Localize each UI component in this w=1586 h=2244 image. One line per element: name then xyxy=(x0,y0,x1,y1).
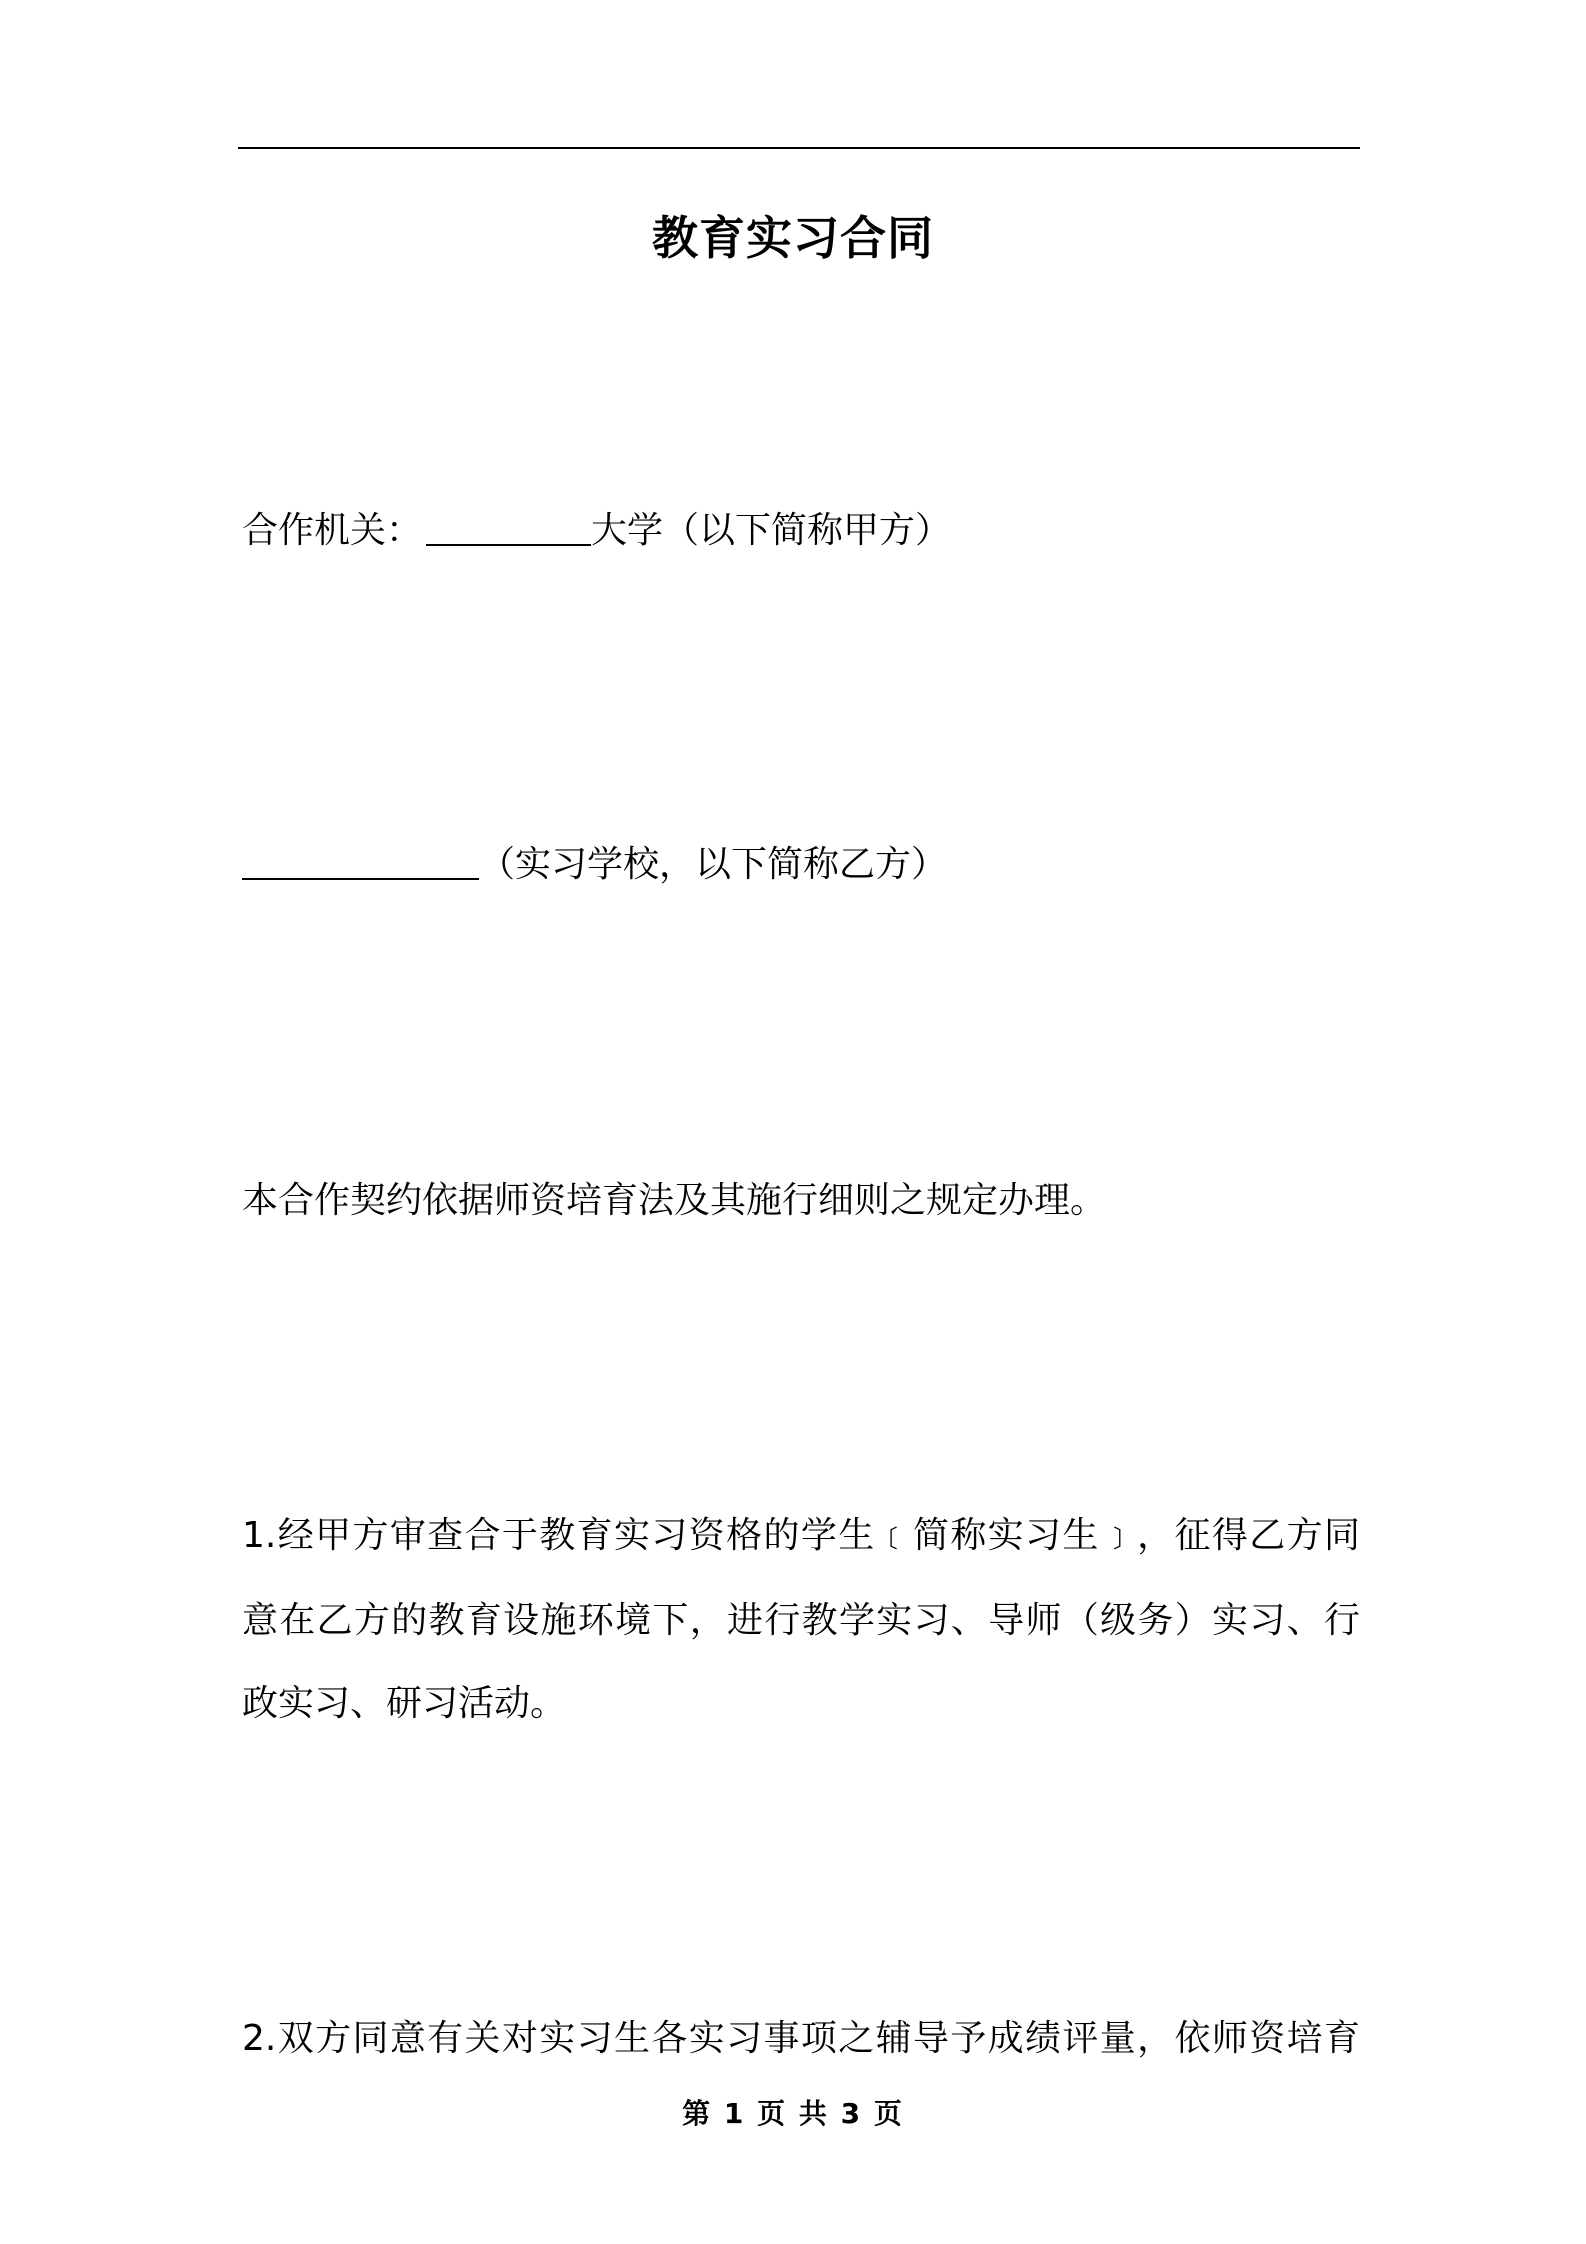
party-a-label: 合作机关： xyxy=(242,510,423,551)
clause-1-line-2: 意在乙方的教育设施环境下，进行教学实习、导师（级务）实习、行 xyxy=(242,1600,1360,1641)
clause-2-line-1: 2.双方同意有关对实习生各实习事项之辅导予成绩评量，依师资培育 xyxy=(242,2018,1360,2059)
header-rule xyxy=(238,147,1360,149)
party-a-line xyxy=(242,506,1360,556)
page-number-footer: 第 1 页 共 3 页 xyxy=(682,2097,904,2130)
party-a-blank xyxy=(426,506,591,546)
clause-1-line-3: 政实习、研习活动。 xyxy=(242,1683,567,1724)
document-title: 教育实习合同 xyxy=(652,211,934,265)
clause-1-line-1: 1.经甲方审查合于教育实习资格的学生﹝简称实习生﹞，征得乙方同 xyxy=(242,1515,1360,1556)
party-b-suffix: （实习学校，以下简称乙方） xyxy=(479,844,948,885)
basis-statement: 本合作契约依据师资培育法及其施行细则之规定办理。 xyxy=(242,1180,1107,1221)
party-b-line xyxy=(242,840,1360,890)
party-b-blank xyxy=(242,840,479,880)
party-a-suffix: 大学（以下简称甲方） xyxy=(591,510,952,551)
